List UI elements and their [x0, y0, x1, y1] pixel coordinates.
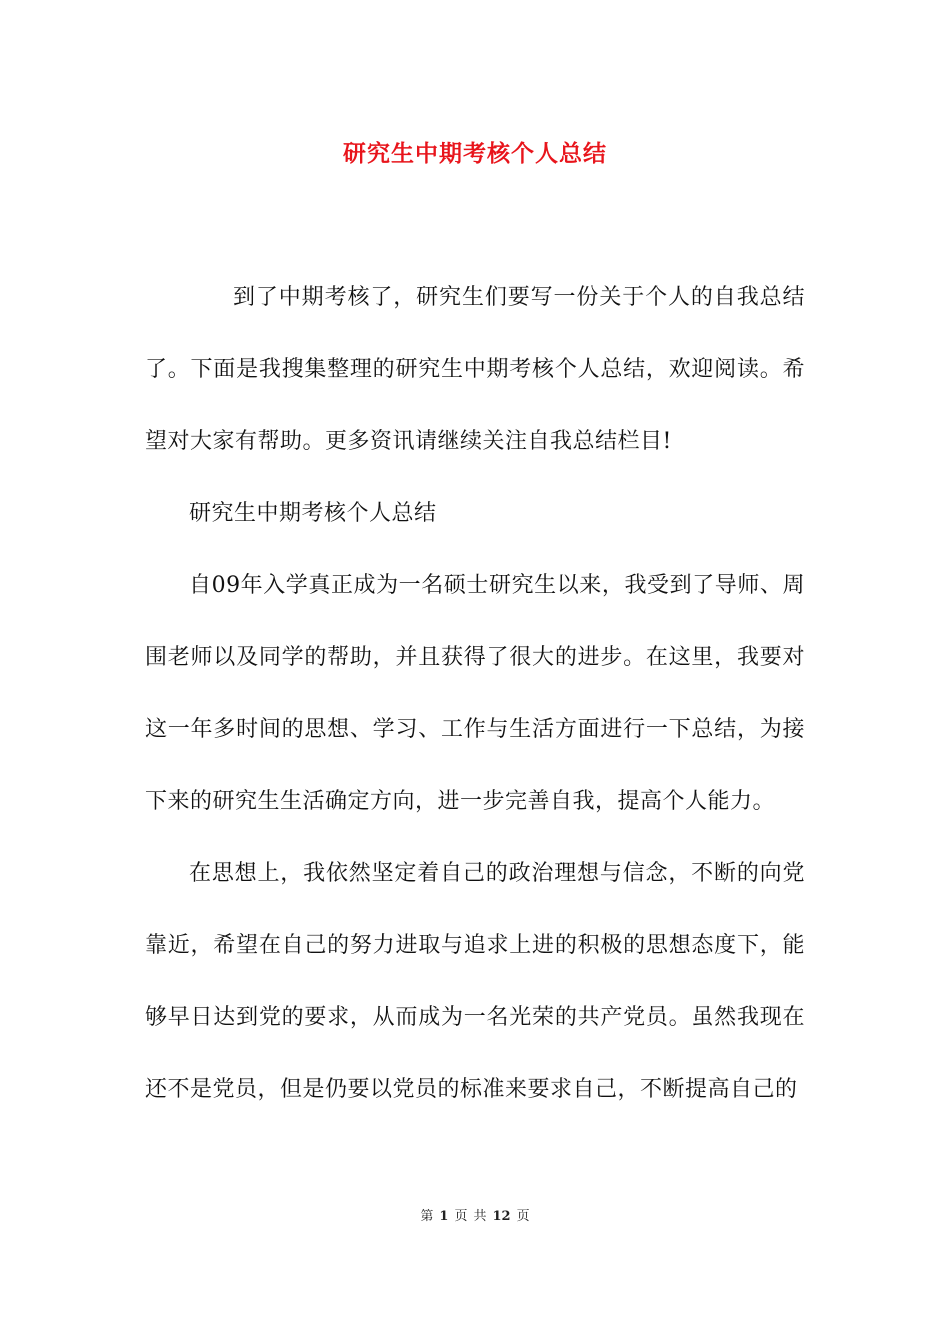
footer-suffix: 页 — [516, 1209, 530, 1224]
body-paragraph-2: 在思想上，我依然坚定着自己的政治理想与信念，不断的向党靠近，希望在自己的努力进取与追求上进的积极的思想态度下，能够早日达到党的要求，从而成为一名光荣的共产党员。虽然我现在还不是党员，但是仍要以党员的标准来要求自己，不断提高自己的 — [145, 861, 805, 1102]
document-title: 研究生中期考核个人总结 — [343, 140, 607, 167]
footer-total-word: 共 — [473, 1209, 487, 1224]
footer-page-word: 页 — [454, 1209, 468, 1224]
section-heading-paragraph: 研究生中期考核个人总结 — [189, 501, 437, 526]
page-footer — [0, 1207, 950, 1227]
footer-current-page: 1 — [439, 1209, 449, 1224]
intro-paragraph: 到了中期考核了，研究生们要写一份关于个人的自我总结了。下面是我搜集整理的研究生中期考核个人总结，欢迎阅读。希望对大家有帮助。更多资讯请继续关注自我总结栏目! — [145, 285, 805, 454]
footer-prefix: 第 — [420, 1209, 434, 1224]
body-paragraph-1: 自09年入学真正成为一名硕士研究生以来，我受到了导师、周围老师以及同学的帮助，并且获得了很大的进步。在这里，我要对这一年多时间的思想、学习、工作与生活方面进行一下总结，为接下来的研究生生活确定方向，进一步完善自我，提高个人能力。 — [145, 573, 805, 814]
footer-total-pages: 12 — [492, 1209, 511, 1224]
document-body — [145, 262, 805, 1126]
